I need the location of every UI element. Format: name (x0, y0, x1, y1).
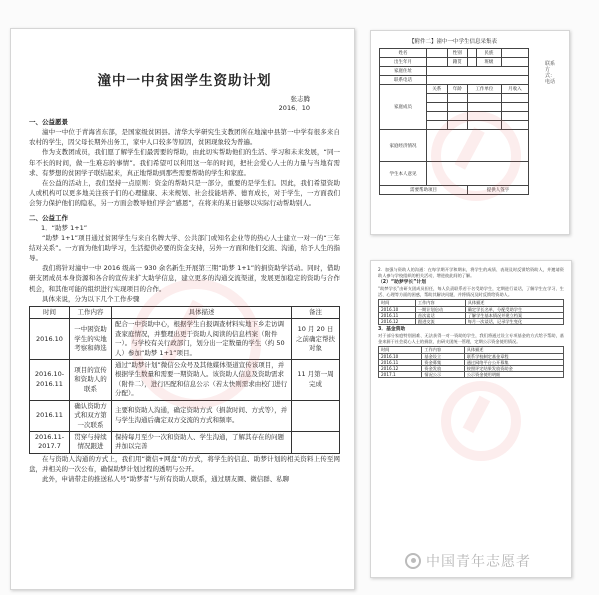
cell-task: 确认资助方式和双方第一次联系 (70, 400, 112, 431)
main-document-page (10, 28, 355, 590)
cell-task: 项目的宣传和资助人的联系 (70, 360, 112, 401)
column-header: 工作内容 (70, 307, 112, 319)
watermark-logo (131, 279, 261, 409)
subsection-heading: （2）“助梦学长”计划 (378, 280, 427, 286)
cell: 资金发放 (422, 365, 464, 371)
section-heading-vision: 一、公益愿景 (29, 118, 68, 126)
subsection-heading: 3．基金资助 (378, 327, 406, 333)
form-value (426, 67, 528, 76)
subsection-heading: 1．“助梦 1+1” (41, 223, 88, 232)
document-title: 潼中一中贫困学生资助计划 (97, 73, 272, 89)
form-row (380, 58, 529, 67)
cell: 跟进交流 (415, 318, 465, 324)
cell-description: 配合一中资助中心，根据学生自报调查材料实地下乡走访调查家庭情况，并整理出更于资助人阅读的信息档案（附件一）。与学校有关行政部门，划分出一定数量的学生（约 50 人）参加“助梦 1+1”项目。 (112, 319, 292, 360)
author: 张志腾 (290, 95, 310, 103)
form-row (380, 67, 529, 76)
paragraph: 对于部分家庭特别困难、无法获得一对一资助的学生，我们将通过设立专项基金的方式给予帮助，基金来源于社会爱心人士的捐款，由研支团统一管理，定期公示资金使用情况。 (378, 333, 564, 344)
paragraph: 在与资助人沟通的方式上，我们用“微信+网盘”的方式，将学生的信息、助梦计划的相关资料上传至网盘，并相关的一次公布，确保助梦计划过程的透明与公开。 (29, 454, 340, 473)
cell: 2016.12 (379, 318, 416, 324)
cell-note: 10 月 20 日之前确定帮扶对象 (292, 319, 340, 360)
form-label: 家庭住址 (380, 67, 427, 76)
brand-watermark (405, 551, 531, 571)
form-label: 出生年月 (380, 58, 427, 67)
form-row (380, 85, 529, 94)
cell: 公示资金使用明细 (464, 372, 563, 378)
form-value (426, 58, 447, 67)
paragraph: 2．加强与资助人的沟通：在每学期开学和期末，将学生的成绩、表现及时反馈给资助人，并邀请资助人参与学校组织的相关活动，增进彼此间的了解。 (378, 267, 564, 278)
form-label: 联系电话 (380, 76, 427, 85)
cell-time: 2016.11-2017.7 (30, 431, 70, 453)
date: 2016．10 (278, 104, 310, 112)
cell-task: 贯穿与持续情况跟进 (70, 431, 112, 453)
cell-time: 2016.11 (30, 400, 70, 431)
cell: 2016.10 (379, 353, 422, 359)
cell: 了解学生基本情况并建立档案 (465, 312, 563, 318)
form-label: 性别 (447, 49, 468, 58)
paragraph: 在公益的活动上，我们坚持一点原则：资金的帮助只是一部分，重要的是学生们。因此，我们希望资助人或机构可以更多地关注孩子们的心理健康、未来规划、社会技能培养、德育成长，对于学生，一方面我们会努力保护他们的隐私，另一方面会教导他们学会“感恩”，在将来的某日能够以实际行动帮助别人。 (29, 179, 340, 208)
form-value (426, 49, 447, 58)
column-header: 时间 (30, 307, 70, 319)
form-label: 班级 (476, 58, 501, 67)
schedule-table (378, 346, 564, 378)
form-row (380, 49, 529, 58)
cell: 具体描述 (465, 300, 563, 306)
cell: 2016.11 (379, 312, 416, 318)
cell-task: 一中困资助学生的实地考察和筛选 (70, 319, 112, 360)
schedule-table (378, 299, 564, 325)
cell: 按照评定结果发放资助金 (464, 365, 563, 371)
paragraph: 具体来说，分为以下几个工作步骤 (42, 294, 140, 303)
cell-description: 主要和资助人沟通，确定资助方式（捐款时间、方式等），并与学生沟通后确定双方交流的方式和频率。 (112, 400, 292, 431)
cell-note (292, 431, 340, 453)
cell-time: 2016.10 (30, 319, 70, 360)
paragraph: 此外，申请带走的推送私人号“助梦者”与所有资助人联系，通过朋友圈、微信群、私聊 (42, 475, 290, 484)
cell-time: 2016.10-2016.11 (30, 360, 70, 401)
cell: 情况公示 (422, 372, 464, 378)
cell: 2016.11 (379, 359, 422, 365)
cell: 基金设立 (422, 353, 464, 359)
cell: 2016.12 (379, 365, 422, 371)
cell: 工作内容 (422, 347, 464, 353)
form-value (501, 49, 528, 58)
form-label: 需要帮助项目 (380, 186, 468, 195)
form-row (380, 76, 529, 85)
table-row (379, 372, 564, 378)
table-row (30, 431, 340, 453)
form-label: 家庭经济情况 (380, 130, 427, 162)
attachment-form-page (370, 30, 570, 235)
cell: 时间 (379, 300, 416, 306)
side-note: 联系方式：电话 (545, 61, 556, 85)
cell: 具体描述 (464, 347, 563, 353)
cell: 时间 (379, 347, 422, 353)
form-value (501, 58, 528, 67)
form-label: 家庭成员 (380, 85, 427, 130)
form-label: 民族 (476, 49, 501, 58)
paragraph: 作为支教团成员，我们愿了解学生们最需要的帮助，由此切实帮助他们的生活、学习和未来发展，“同一年不长的时间，做一生难忘的事情”。我们希望可以利用这一年的时间，把社会爱心人士的力量与当地有需求、有梦想的贫困学子联结起来，真正地帮助到那些需要帮助的学生和家庭。 (29, 148, 340, 177)
cell: 联系学校制定基金章程 (464, 353, 563, 359)
form-label: 月收入 (501, 85, 528, 94)
form-label: 姓名 (380, 49, 427, 58)
cell: 2016.10 (379, 306, 416, 312)
cell: 每月一次谈话，记录学生变化 (465, 318, 563, 324)
column-header: 备注 (292, 307, 340, 319)
cell: 通过网络平台公开募集 (464, 359, 563, 365)
form-value (468, 58, 477, 67)
cell: 资金募集 (422, 359, 464, 365)
column-header: 具体描述 (112, 307, 292, 319)
paragraph: “助梦学长”由研支团成员担任，每人负责联系若干名受助学生，定期进行谈话，了解学生在学习、生活、心理等方面的困惑，帮助其解决问题，并将情况及时反馈给资助人。 (378, 286, 564, 297)
form-label: 关系 (426, 85, 447, 94)
form-label: 籍贯 (447, 58, 468, 67)
form-label: 年龄 (447, 85, 468, 94)
section-heading-work: 二、公益工作 (29, 213, 68, 222)
watermark-logo (441, 381, 521, 461)
cell: 工作内容 (415, 300, 465, 306)
cell: 首次谈话 (415, 312, 465, 318)
cell-description: 通过“助梦计划”微信公众号及其他媒体渠道宣传该项目，并根据学生数量和需要一期资助人。该资助人信息及资助需求（附件二），进行匹配和信息公示（若太快则需求由校门进行分配）。 (112, 360, 292, 401)
form-title: 【附件二】潼中一中学生信息采集表 (409, 39, 498, 45)
cell: 一期计划启动 (415, 306, 465, 312)
paragraph: “助梦 1+1”项目通过贫困学生与来自名牌大学、公共部门或知名企业等的热心人士建立一对一的“三年结对关系”。一方面为他们助学习，生活提供必要的资金支持，另外一方面和他们交流、沟通，给予人生的指导。 (29, 233, 340, 263)
watermark-logo (431, 111, 521, 201)
form-label: 提供人签字 (468, 186, 529, 195)
cell: 确定学长名单，分配受助学生 (465, 306, 563, 312)
paragraph: 我们将针对潼中一中 2016 级高一 930 余名新生开展第三期“助梦 1+1”的捐资助学活动。同时，借助研支团成员本身资源和各合的宣传来扩大助学信息，建立更多的沟通交流渠道，发展更加稳定的资助与合作机会，和其他可能的组织进行实现项目的合作。 (29, 264, 340, 293)
paragraph: 潼中一中位于青海省东部，是国家级贫困县。清华大学研究生支教团所在地潼中县第一中学有很多来自农村的学生，因父母长期外出务工，家中人口较多等原因，贫困现象较为普遍。 (29, 128, 340, 147)
table-row (379, 318, 564, 324)
form-label: 工作单位 (468, 85, 502, 94)
cell-description: 保持每月至少一次和资助人、学生沟通，了解其存在的问题并加以完善 (112, 431, 292, 453)
cell-note (292, 400, 340, 431)
form-value (468, 49, 477, 58)
cell-note: 11 月第一周完成 (292, 360, 340, 401)
continuation-page (370, 260, 572, 578)
brand-name: 中国青年志愿者 (426, 554, 531, 570)
form-label: 学生本人意见 (380, 162, 427, 186)
cell: 2017.1 (379, 372, 422, 378)
form-value (426, 76, 528, 85)
wechat-logo-icon (405, 553, 421, 569)
